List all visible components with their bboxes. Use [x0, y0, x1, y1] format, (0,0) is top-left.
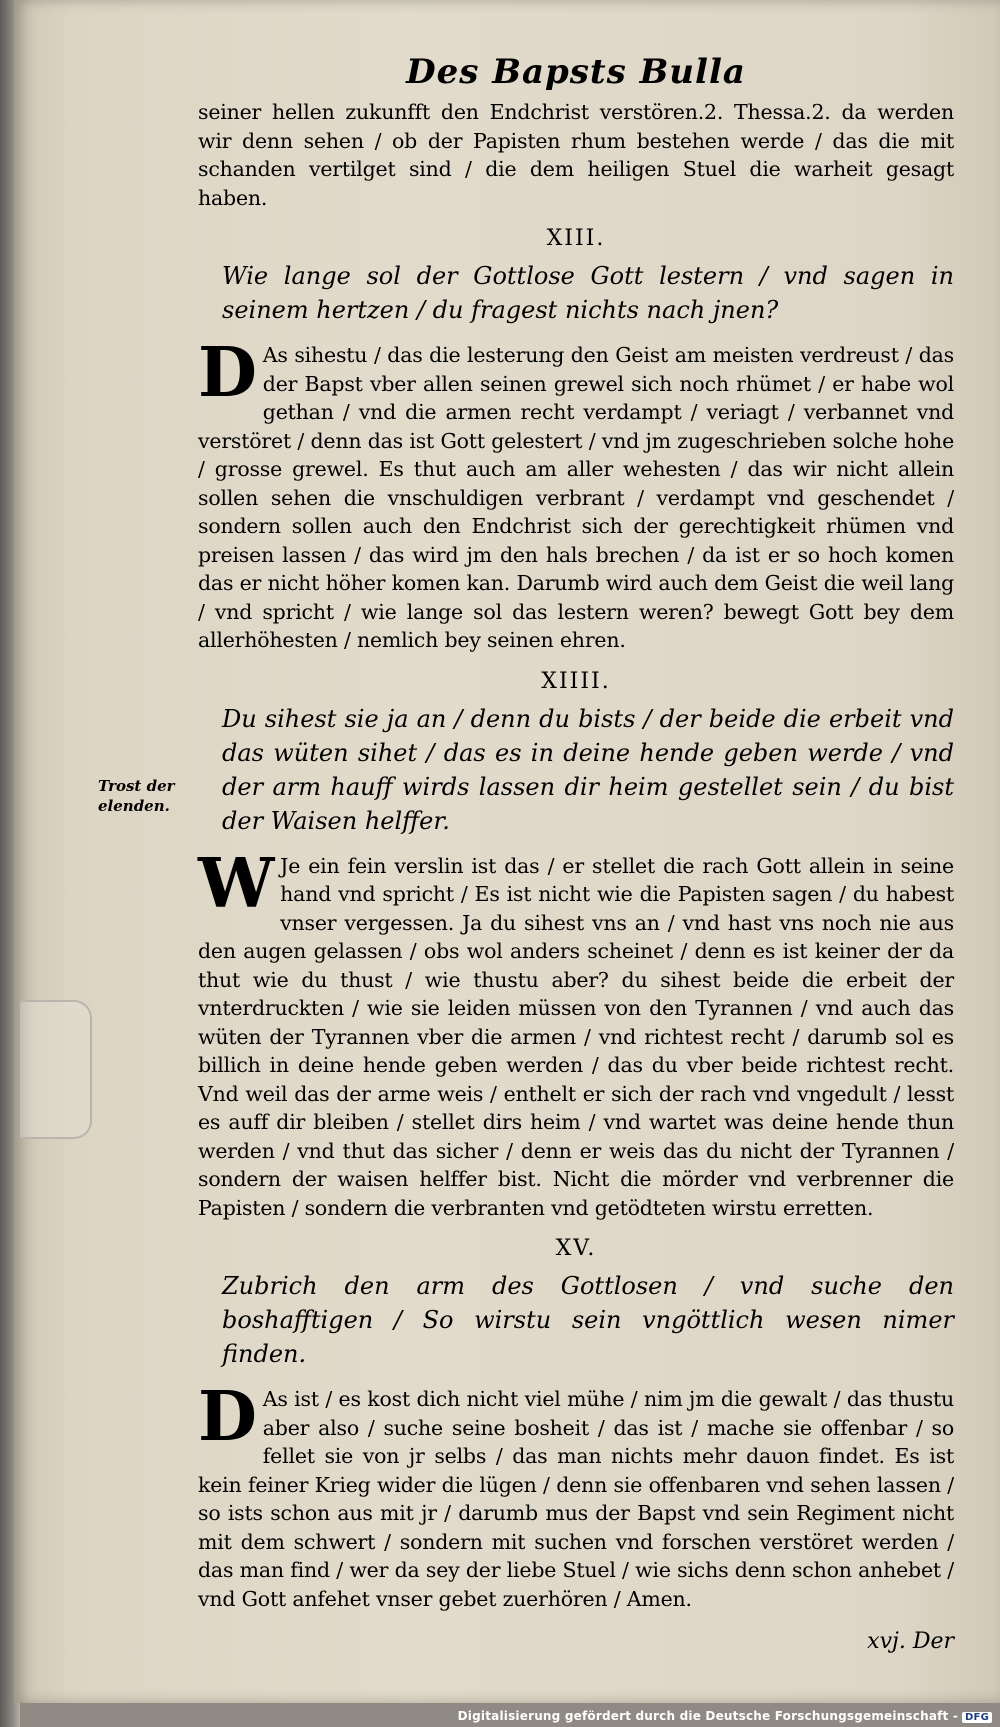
commentary-text: As ist / es kost dich nicht viel mühe / nim jm die gewalt / das thustu aber also / suche seine bosheit / das ist / mache sie offenbar / so fellet sie von jr selbs / das man nichts mehr dauon findet. Es ist kein feiner Krieg wider die lügen / denn sie offenbaren vnd sehen lassen / so ists schon aus mit jr / darumb mus der Bapst vnd sein Regiment nicht mit dem schwert / sondern mit suchen vnd forschen verstöret werden / das man find / wer da sey der liebe Stuel / wie sichs denn schon anhebet / vnd Gott anfehet vnser gebet zuerhören / Amen.: [198, 1387, 954, 1611]
marginal-note: Trost der elenden.: [98, 777, 175, 815]
section-13: [198, 226, 954, 655]
commentary-text: Je ein fein verslin ist das / er stellet die rach Gott allein in seine hand vnd spricht / Es ist nicht wie die Papisten sagen / du habest vnser vergessen. Ja du sihest vns an / vnd hast vns noch nie aus den augen gelassen / obs wol anders scheinet / denn es ist keiner der da thut wie du thust / wie thustu aber? du sihest beide die erbeit der vnterdruckten / wie sie leiden müssen von den Tyrannen / vnd auch das wüten der Tyrannen vber die armen / vnd richtest recht / darumb sol es billich in deine hende geben werden / das du vber beide richtest recht. Vnd weil das der arme weis / enthelt er sich der rach vnd vngedult / lesst es auff dir bleiben / stellet dirs heim / vnd wartet was deine hende thun werden / vnd thut das sicher / denn er weis das du nicht der Tyrannen / sondern der waisen helffer bist. Nicht die mörder vnd verbrenner die Papisten / sondern die verbranten vnd getödteten wirstu erretten.: [198, 853, 954, 1220]
drop-cap: D: [198, 333, 257, 413]
verse-text: Wie lange sol der Gottlose Gott lestern / vnd sagen in seinem hertzen / du fragest nichts nach jnen?: [222, 262, 954, 324]
drop-cap: W: [198, 843, 275, 924]
section-14: [198, 669, 954, 1223]
page-clip-tab: [20, 1000, 92, 1139]
section-15: [198, 1236, 954, 1613]
footer-text: Digitalisierung gefördert durch die Deutsche Forschungsgemeinschaft -: [457, 1709, 959, 1723]
running-head: Des Bapsts Bulla: [406, 52, 746, 92]
verse-number: XIII.: [546, 226, 606, 251]
verse-number: XIIII.: [541, 668, 611, 694]
commentary: [198, 843, 954, 1223]
verse-text: Zubrich den arm des Gottlosen / vnd suche den boshafftigen / So wirstu sein vngöttlich wesen nimer finden.: [222, 1272, 954, 1368]
verse-text: Du sihest sie ja an / denn du bists / der beide die erbeit vnd das wüten sihet / das es in deine hende geben werde / vnd der arm hauff wirds lassen dir heim gestellet sein / du bist der Waisen helffer.: [222, 704, 954, 835]
commentary-text: As sihestu / das die lesterung den Geist am meisten verdreust / das der Bapst vber allen seinen grewel sich noch rhümet / er habe wol gethan / vnd die armen recht verdampt / veriagt / verbannet vnd verstöret / denn das ist Gott gelestert / vnd jm zugeschrieben solche hohe / grosse grewel. Es thut auch am aller wehesten / das wir nicht allein sollen sehen die vnschuldigen verbrant / verdampt vnd geschendet / sondern sollen auch den Endchrist sich der gerechtigkeit rhümen vnd preisen lassen / das wird jm den hals brechen / da ist er so hoch komen das er nicht höher komen kan. Darumb wird auch dem Geist die weil lang / vnd spricht / wie lange sol das lestern weren? bewegt Gott bey dem allerhöhesten / nemlich bey seinen ehren.: [198, 343, 954, 652]
commentary: [198, 333, 954, 655]
dfg-logo: DFG: [962, 1712, 992, 1723]
catchword: xvj. Der: [867, 1629, 954, 1654]
verse-number: XV.: [555, 1236, 597, 1261]
drop-cap: D: [198, 1377, 257, 1457]
intro-text: seiner hellen zukunfft den Endchrist verstören.2. Thessa.2. da werden wir denn sehen / ob der Papisten rhum bestehen werde / das die mit schanden vertilget sind / die dem heiligen Stuel die warheit gesagt haben.: [198, 100, 954, 210]
digitization-footer: [458, 1709, 992, 1723]
commentary: [198, 1377, 954, 1613]
text-block: [198, 52, 954, 1654]
